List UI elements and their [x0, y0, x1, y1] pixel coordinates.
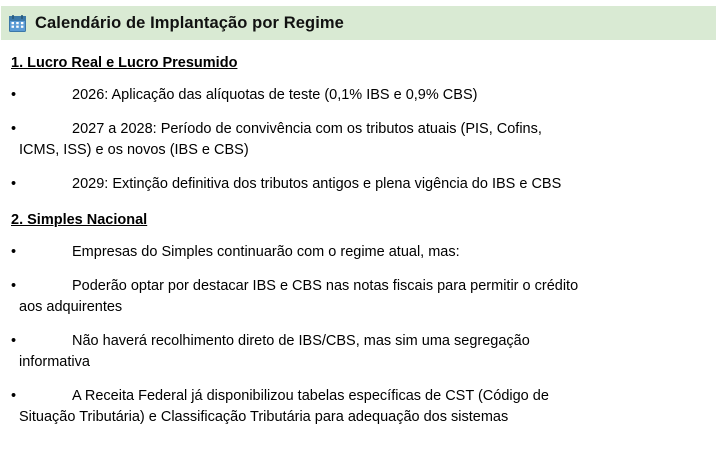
list-item-line: 2027 a 2028: Período de convivência com os tributos atuais (PIS, Cofins, [72, 121, 542, 138]
bullet-marker: • [11, 244, 17, 261]
list-item-text [19, 174, 707, 195]
document-page [0, 6, 717, 474]
bullet-marker: • [11, 278, 17, 295]
list-item-text [19, 386, 707, 428]
list-item-text [19, 276, 707, 318]
list-item-line: aos adquirentes [19, 299, 123, 316]
document-content [0, 54, 717, 428]
bullet-marker: • [11, 176, 17, 193]
list-item [11, 242, 707, 263]
list-item-line: Situação Tributária) e Classificação Tributária para adequação dos sistemas [19, 409, 509, 426]
list-item-text [19, 85, 707, 106]
bullet-marker: • [11, 388, 17, 405]
bullet-marker: • [11, 121, 17, 138]
header-bar [1, 6, 716, 40]
list-item-text [19, 119, 707, 161]
list-item [11, 85, 707, 106]
calendar-icon [9, 15, 26, 32]
section-heading-lucro-real: 1. Lucro Real e Lucro Presumido [11, 55, 238, 71]
list-item-line: Não haverá recolhimento direto de IBS/CBS, mas sim uma segregação [72, 333, 530, 350]
bullet-marker: • [11, 87, 17, 104]
bullet-marker: • [11, 333, 17, 350]
list-item-line: Empresas do Simples continuarão com o regime atual, mas: [72, 244, 460, 261]
list-item-line: informativa [19, 354, 90, 371]
list-item-line: ICMS, ISS) e os novos (IBS e CBS) [19, 142, 249, 159]
page-title: Calendário de Implantação por Regime [35, 13, 344, 32]
list-item [11, 331, 707, 373]
list-item [11, 119, 707, 161]
list-item [11, 276, 707, 318]
list-item [11, 386, 707, 428]
list-item-line: 2026: Aplicação das alíquotas de teste (0,1% IBS e 0,9% CBS) [72, 87, 478, 104]
list-item-text [19, 242, 707, 263]
list-item-line: 2029: Extinção definitiva dos tributos antigos e plena vigência do IBS e CBS [72, 176, 562, 193]
list-item [11, 174, 707, 195]
list-item-line: Poderão optar por destacar IBS e CBS nas notas fiscais para permitir o crédito [72, 278, 579, 295]
list-item-line: A Receita Federal já disponibilizou tabelas específicas de CST (Código de [72, 388, 549, 405]
section-heading-simples-nacional: 2. Simples Nacional [11, 212, 148, 229]
list-item-text [19, 331, 707, 373]
